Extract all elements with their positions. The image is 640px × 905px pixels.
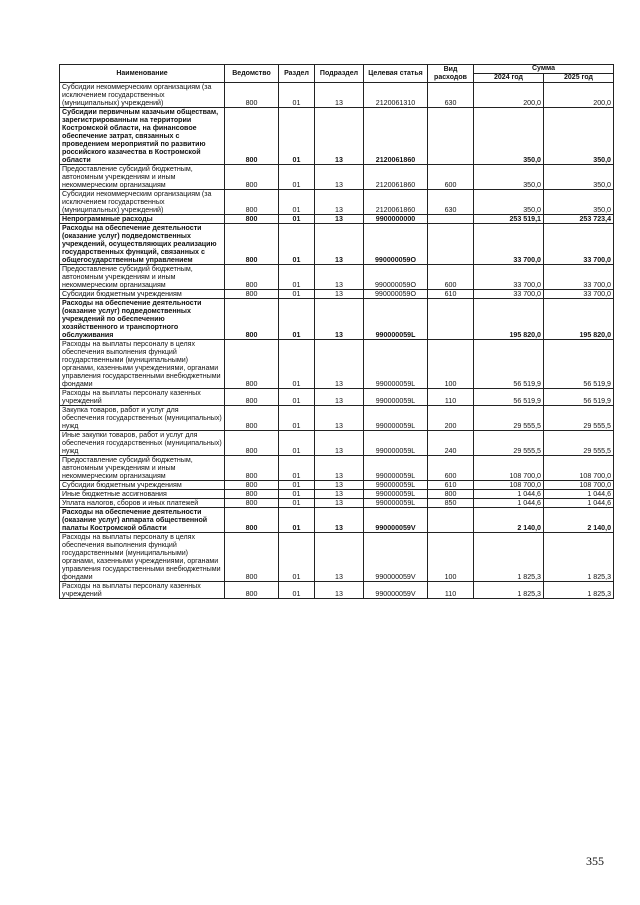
cell-sum-2025: 1 825,3 (544, 582, 614, 599)
cell-section: 01 (279, 490, 315, 499)
cell-subsection: 13 (315, 533, 364, 582)
cell-department: 800 (225, 190, 279, 215)
table-body (60, 83, 614, 599)
cell-target: 9900000000 (364, 215, 428, 224)
cell-expense-type (428, 224, 474, 265)
cell-sum-2025: 56 519,9 (544, 340, 614, 389)
header-department: Ведомство (225, 65, 279, 83)
table-row (60, 389, 614, 406)
cell-subsection: 13 (315, 456, 364, 481)
table-row (60, 533, 614, 582)
cell-section: 01 (279, 456, 315, 481)
cell-target: 990000059О (364, 290, 428, 299)
table-row (60, 490, 614, 499)
cell-target: 990000059L (364, 299, 428, 340)
cell-sum-2024: 2 140,0 (474, 508, 544, 533)
cell-subsection: 13 (315, 508, 364, 533)
cell-sum-2025: 33 700,0 (544, 265, 614, 290)
table-row (60, 508, 614, 533)
cell-sum-2025: 2 140,0 (544, 508, 614, 533)
cell-subsection: 13 (315, 108, 364, 165)
cell-target: 990000059V (364, 582, 428, 599)
cell-sum-2024: 29 555,5 (474, 406, 544, 431)
header-expense-type: Вид расходов (428, 65, 474, 83)
cell-section: 01 (279, 431, 315, 456)
cell-subsection: 13 (315, 265, 364, 290)
cell-subsection: 13 (315, 389, 364, 406)
cell-name: Предоставление субсидий бюджетным, автономным учреждениям и иным некоммерческим организациям (60, 265, 225, 290)
cell-sum-2024: 1 825,3 (474, 582, 544, 599)
cell-sum-2024: 253 519,1 (474, 215, 544, 224)
cell-section: 01 (279, 190, 315, 215)
cell-sum-2025: 253 723,4 (544, 215, 614, 224)
header-subsection: Подраздел (315, 65, 364, 83)
cell-sum-2024: 1 044,6 (474, 490, 544, 499)
cell-expense-type: 850 (428, 499, 474, 508)
cell-target: 990000059О (364, 224, 428, 265)
cell-sum-2024: 108 700,0 (474, 481, 544, 490)
cell-section: 01 (279, 340, 315, 389)
cell-target: 990000059L (364, 456, 428, 481)
cell-section: 01 (279, 406, 315, 431)
header-year-2024: 2024 год (474, 74, 544, 83)
cell-target: 990000059L (364, 406, 428, 431)
cell-department: 800 (225, 224, 279, 265)
cell-subsection: 13 (315, 406, 364, 431)
table-row (60, 299, 614, 340)
cell-subsection: 13 (315, 290, 364, 299)
cell-subsection: 13 (315, 83, 364, 108)
cell-target: 990000059V (364, 533, 428, 582)
cell-expense-type: 610 (428, 290, 474, 299)
cell-target: 2120061860 (364, 108, 428, 165)
cell-sum-2025: 1 825,3 (544, 533, 614, 582)
cell-sum-2024: 200,0 (474, 83, 544, 108)
cell-department: 800 (225, 215, 279, 224)
cell-name: Иные закупки товаров, работ и услуг для обеспечения государственных (муниципальных) нужд (60, 431, 225, 456)
cell-section: 01 (279, 508, 315, 533)
cell-section: 01 (279, 165, 315, 190)
cell-expense-type: 600 (428, 165, 474, 190)
header-section: Раздел (279, 65, 315, 83)
budget-table (59, 64, 614, 599)
table-row (60, 406, 614, 431)
cell-section: 01 (279, 108, 315, 165)
cell-target: 2120061310 (364, 83, 428, 108)
cell-subsection: 13 (315, 215, 364, 224)
cell-department: 800 (225, 582, 279, 599)
header-year-2025: 2025 год (544, 74, 614, 83)
cell-sum-2025: 350,0 (544, 108, 614, 165)
cell-expense-type: 800 (428, 490, 474, 499)
table-row (60, 431, 614, 456)
cell-sum-2024: 350,0 (474, 190, 544, 215)
cell-subsection: 13 (315, 499, 364, 508)
cell-name: Субсидии некоммерческим организациям (за исключением государственных (муниципальных) учреждений) (60, 83, 225, 108)
cell-sum-2025: 29 555,5 (544, 431, 614, 456)
cell-section: 01 (279, 215, 315, 224)
cell-expense-type: 100 (428, 533, 474, 582)
cell-sum-2025: 33 700,0 (544, 290, 614, 299)
cell-expense-type: 200 (428, 406, 474, 431)
cell-expense-type: 610 (428, 481, 474, 490)
cell-section: 01 (279, 265, 315, 290)
cell-subsection: 13 (315, 340, 364, 389)
cell-subsection: 13 (315, 582, 364, 599)
cell-target: 2120061860 (364, 190, 428, 215)
cell-sum-2025: 350,0 (544, 190, 614, 215)
table-row (60, 265, 614, 290)
cell-name: Иные бюджетные ассигнования (60, 490, 225, 499)
cell-name: Расходы на обеспечение деятельности (оказание услуг) подведомственных учреждений, осуществляющих реализацию государственных функций, связанных с общегосударственным управлением (60, 224, 225, 265)
cell-department: 800 (225, 83, 279, 108)
cell-department: 800 (225, 165, 279, 190)
cell-section: 01 (279, 481, 315, 490)
cell-expense-type: 630 (428, 83, 474, 108)
cell-section: 01 (279, 299, 315, 340)
cell-target: 990000059L (364, 499, 428, 508)
cell-name: Субсидии бюджетным учреждениям (60, 290, 225, 299)
cell-sum-2024: 33 700,0 (474, 265, 544, 290)
cell-section: 01 (279, 224, 315, 265)
cell-department: 800 (225, 508, 279, 533)
cell-target: 990000059L (364, 389, 428, 406)
cell-sum-2024: 1 044,6 (474, 499, 544, 508)
table-row (60, 108, 614, 165)
table-row (60, 582, 614, 599)
cell-department: 800 (225, 533, 279, 582)
cell-subsection: 13 (315, 481, 364, 490)
cell-expense-type: 100 (428, 340, 474, 389)
cell-name: Расходы на выплаты персоналу в целях обеспечения выполнения функций государственными (муниципальными) органами, казенными учреждениями, органами управления государственными внебюджетными фондами (60, 533, 225, 582)
cell-expense-type: 600 (428, 456, 474, 481)
cell-sum-2024: 29 555,5 (474, 431, 544, 456)
cell-name: Расходы на обеспечение деятельности (оказание услуг) подведомственных учреждений по обеспечению хозяйственного и транспортного обслуживания (60, 299, 225, 340)
cell-name: Расходы на выплаты персоналу казенных учреждений (60, 389, 225, 406)
cell-target: 990000059О (364, 265, 428, 290)
table-row (60, 165, 614, 190)
header-sum: Сумма (474, 65, 614, 74)
cell-expense-type (428, 108, 474, 165)
cell-name: Субсидии бюджетным учреждениям (60, 481, 225, 490)
cell-sum-2025: 1 044,6 (544, 499, 614, 508)
cell-name: Субсидии некоммерческим организациям (за исключением государственных (муниципальных) учреждений) (60, 190, 225, 215)
cell-department: 800 (225, 299, 279, 340)
table-row (60, 83, 614, 108)
cell-department: 800 (225, 108, 279, 165)
cell-name: Расходы на выплаты персоналу казенных учреждений (60, 582, 225, 599)
cell-department: 800 (225, 481, 279, 490)
cell-section: 01 (279, 499, 315, 508)
cell-sum-2024: 350,0 (474, 165, 544, 190)
cell-section: 01 (279, 533, 315, 582)
cell-department: 800 (225, 499, 279, 508)
cell-sum-2024: 108 700,0 (474, 456, 544, 481)
cell-sum-2025: 195 820,0 (544, 299, 614, 340)
cell-expense-type: 110 (428, 389, 474, 406)
cell-sum-2025: 350,0 (544, 165, 614, 190)
cell-expense-type: 110 (428, 582, 474, 599)
page-number: 355 (586, 854, 604, 868)
cell-section: 01 (279, 389, 315, 406)
cell-sum-2025: 200,0 (544, 83, 614, 108)
cell-sum-2024: 56 519,9 (474, 389, 544, 406)
cell-section: 01 (279, 582, 315, 599)
table-row (60, 456, 614, 481)
cell-subsection: 13 (315, 299, 364, 340)
cell-sum-2024: 1 825,3 (474, 533, 544, 582)
cell-name: Предоставление субсидий бюджетным, автономным учреждениям и иным некоммерческим организациям (60, 165, 225, 190)
cell-target: 990000059L (364, 340, 428, 389)
table-row (60, 340, 614, 389)
cell-target: 990000059L (364, 481, 428, 490)
cell-department: 800 (225, 340, 279, 389)
cell-name: Предоставление субсидий бюджетным, автономным учреждениям и иным некоммерческим организациям (60, 456, 225, 481)
cell-subsection: 13 (315, 490, 364, 499)
cell-name: Расходы на обеспечение деятельности (оказание услуг) аппарата общественной палаты Костромской области (60, 508, 225, 533)
cell-sum-2025: 1 044,6 (544, 490, 614, 499)
cell-sum-2025: 33 700,0 (544, 224, 614, 265)
table-row (60, 290, 614, 299)
cell-name: Расходы на выплаты персоналу в целях обеспечения выполнения функций государственными (муниципальными) органами, казенными учреждениями, органами управления государственными внебюджетными фондами (60, 340, 225, 389)
cell-subsection: 13 (315, 165, 364, 190)
table-row (60, 215, 614, 224)
table-row (60, 224, 614, 265)
cell-expense-type (428, 508, 474, 533)
cell-target: 2120061860 (364, 165, 428, 190)
cell-expense-type: 600 (428, 265, 474, 290)
cell-subsection: 13 (315, 224, 364, 265)
cell-target: 990000059L (364, 490, 428, 499)
table-row (60, 499, 614, 508)
header-name: Наименование (60, 65, 225, 83)
cell-sum-2024: 33 700,0 (474, 224, 544, 265)
cell-name: Закупка товаров, работ и услуг для обеспечения государственных (муниципальных) нужд (60, 406, 225, 431)
cell-sum-2024: 56 519,9 (474, 340, 544, 389)
cell-department: 800 (225, 456, 279, 481)
cell-department: 800 (225, 290, 279, 299)
cell-target: 990000059L (364, 431, 428, 456)
table-row (60, 190, 614, 215)
cell-department: 800 (225, 265, 279, 290)
table-header (60, 65, 614, 83)
cell-sum-2025: 56 519,9 (544, 389, 614, 406)
cell-name: Уплата налогов, сборов и иных платежей (60, 499, 225, 508)
cell-department: 800 (225, 431, 279, 456)
cell-expense-type: 240 (428, 431, 474, 456)
cell-expense-type: 630 (428, 190, 474, 215)
cell-section: 01 (279, 290, 315, 299)
cell-sum-2024: 350,0 (474, 108, 544, 165)
cell-department: 800 (225, 406, 279, 431)
cell-sum-2025: 29 555,5 (544, 406, 614, 431)
cell-sum-2024: 195 820,0 (474, 299, 544, 340)
cell-department: 800 (225, 490, 279, 499)
cell-expense-type (428, 299, 474, 340)
cell-sum-2025: 108 700,0 (544, 481, 614, 490)
cell-name: Непрограммные расходы (60, 215, 225, 224)
cell-name: Субсидии первичным казачьим обществам, зарегистрированным на территории Костромской области, на финансовое обеспечение затрат, связанных с проведением мероприятий по развитию российского казачества в Костромской области (60, 108, 225, 165)
cell-sum-2025: 108 700,0 (544, 456, 614, 481)
cell-department: 800 (225, 389, 279, 406)
cell-section: 01 (279, 83, 315, 108)
header-target: Целевая статья (364, 65, 428, 83)
cell-subsection: 13 (315, 431, 364, 456)
cell-sum-2024: 33 700,0 (474, 290, 544, 299)
cell-target: 990000059V (364, 508, 428, 533)
cell-expense-type (428, 215, 474, 224)
table-row (60, 481, 614, 490)
cell-subsection: 13 (315, 190, 364, 215)
